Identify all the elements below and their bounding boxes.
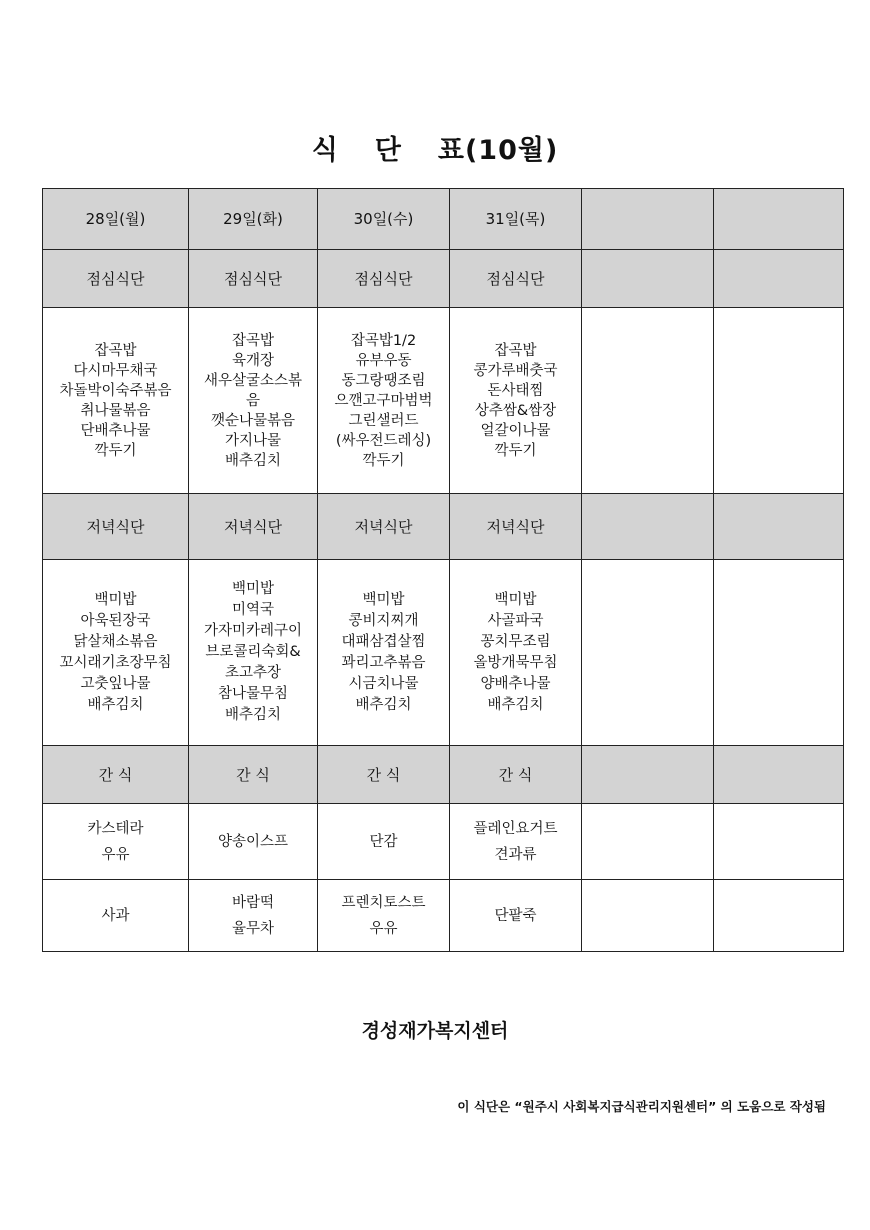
menu-item: 차돌박이숙주볶음 (59, 382, 172, 399)
snack1-cell (189, 804, 318, 880)
menu-item: 꽁치무조림 (480, 633, 551, 650)
menu-item: 가자미카레구이 (203, 623, 303, 639)
menu-item: 양송이스프 (217, 833, 289, 850)
snack-label (714, 746, 844, 804)
menu-item: 닭살채소볶음 (73, 633, 158, 650)
dinner-menu-row (43, 560, 844, 746)
lunch-label: 점심식단 (43, 250, 189, 308)
menu-item: 콩비지찌개 (348, 612, 419, 629)
lunch-menu-cell (189, 308, 318, 494)
menu-item: 그린샐러드 (348, 412, 419, 429)
menu-item: 가지나물 (224, 432, 282, 449)
page-title (0, 128, 870, 167)
title-part-1: 식 (311, 135, 339, 166)
menu-item: 새우살굴소스볶 (203, 372, 303, 389)
snack-label: 간 식 (450, 746, 582, 804)
day-header: 31일(목) (450, 189, 582, 250)
lunch-menu-cell (714, 308, 844, 494)
menu-item: 사골파국 (487, 612, 544, 629)
lunch-label: 점심식단 (318, 250, 450, 308)
snack1-cell (318, 804, 450, 880)
menu-item: 다시마무채국 (73, 362, 158, 379)
snack-label-row (43, 746, 844, 804)
lunch-menu-row (43, 308, 844, 494)
day-header: 28일(월) (43, 189, 189, 250)
menu-item: 단감 (369, 833, 398, 850)
menu-item: 깍두기 (494, 442, 537, 459)
snack2-cell (450, 880, 582, 952)
menu-item: 잡곡밥1/2 (350, 332, 417, 349)
snack2-cell (714, 880, 844, 952)
day-header (714, 189, 844, 250)
dinner-label: 저녁식단 (450, 494, 582, 560)
lunch-label: 점심식단 (189, 250, 318, 308)
menu-item: 으깬고구마범벅 (334, 392, 433, 409)
menu-item: 초고추장 (224, 665, 282, 681)
menu-item: 율무차 (231, 920, 275, 937)
lunch-menu-cell (582, 308, 714, 494)
lunch-label: 점심식단 (450, 250, 582, 308)
day-header: 29일(화) (189, 189, 318, 250)
menu-item: 백미밥 (94, 591, 137, 608)
dinner-label: 저녁식단 (318, 494, 450, 560)
menu-item: 단배추나물 (80, 422, 151, 439)
day-header-row (43, 189, 844, 250)
menu-item: 깻순나물볶음 (210, 412, 296, 429)
dinner-label: 저녁식단 (43, 494, 189, 560)
menu-item: 꽈리고추볶음 (341, 654, 426, 671)
menu-item: 잡곡밥 (231, 332, 275, 349)
snack-label (582, 746, 714, 804)
menu-item: 브로콜리숙회& (205, 644, 301, 660)
menu-item: 대패삼겹살찜 (341, 633, 426, 650)
lunch-label (714, 250, 844, 308)
menu-item: 올방개묵무침 (473, 654, 558, 671)
menu-item: 백미밥 (362, 591, 405, 608)
day-header: 30일(수) (318, 189, 450, 250)
menu-item: 프렌치토스트 (341, 894, 426, 911)
dinner-menu-cell (714, 560, 844, 746)
menu-item: (싸우전드레싱) (335, 432, 432, 449)
snack2-cell (582, 880, 714, 952)
menu-item: 깍두기 (362, 452, 405, 469)
menu-item: 육개장 (231, 352, 275, 369)
title-part-2: 단 (374, 135, 402, 166)
snack2-cell (318, 880, 450, 952)
dinner-label-row (43, 494, 844, 560)
menu-item: 배추김치 (487, 696, 544, 713)
dinner-menu-cell (189, 560, 318, 746)
snack2-cell (43, 880, 189, 952)
snack-label: 간 식 (189, 746, 318, 804)
dinner-label: 저녁식단 (189, 494, 318, 560)
dinner-label (714, 494, 844, 560)
menu-item: 잡곡밥 (494, 342, 537, 359)
center-name: 경성재가복지센터 (361, 1020, 509, 1042)
dinner-menu-cell (450, 560, 582, 746)
menu-item: 양배추나물 (480, 675, 551, 692)
menu-item: 꼬시래기초장무침 (59, 654, 172, 671)
menu-item: 취나물볶음 (80, 402, 151, 419)
menu-item: 카스테라 (87, 820, 144, 837)
lunch-menu-cell (450, 308, 582, 494)
menu-item: 아욱된장국 (80, 612, 151, 629)
menu-item: 백미밥 (494, 591, 537, 608)
menu-item: 우유 (369, 920, 398, 937)
menu-item: 바람떡 (231, 894, 275, 911)
snack1-cell (582, 804, 714, 880)
menu-item: 참나물무침 (217, 686, 289, 702)
title-part-3: 표(10월) (437, 135, 559, 166)
snack2-row (43, 880, 844, 952)
menu-item: 상추쌈&쌈장 (474, 402, 557, 419)
menu-item: 배추김치 (224, 452, 282, 469)
menu-item: 돈사태찜 (487, 382, 544, 399)
lunch-menu-cell (43, 308, 189, 494)
lunch-menu-cell (318, 308, 450, 494)
menu-item: 얼갈이나물 (480, 422, 551, 439)
day-header (582, 189, 714, 250)
snack2-cell (189, 880, 318, 952)
lunch-label-row (43, 250, 844, 308)
menu-item: 미역국 (231, 602, 275, 618)
menu-item: 고춧잎나물 (80, 675, 151, 692)
menu-item: 유부우동 (355, 352, 412, 369)
menu-item: 콩가루배춧국 (473, 362, 558, 379)
footnote: 이 식단은 “원주시 사회복지급식관리지원센터” 의 도움으로 작성됨 (457, 1099, 826, 1114)
menu-item: 깍두기 (94, 442, 137, 459)
menu-item: 시금치나물 (348, 675, 419, 692)
dinner-menu-cell (318, 560, 450, 746)
menu-item: 음 (245, 392, 260, 409)
menu-item: 우유 (101, 846, 130, 863)
menu-item: 견과류 (494, 846, 537, 863)
menu-item: 동그랑땡조림 (341, 372, 426, 389)
lunch-label (582, 250, 714, 308)
menu-item: 단팥죽 (494, 907, 537, 924)
menu-item: 배추김치 (355, 696, 412, 713)
dinner-menu-cell (43, 560, 189, 746)
menu-item: 배추김치 (224, 707, 282, 723)
snack1-row (43, 804, 844, 880)
snack1-cell (450, 804, 582, 880)
snack-label: 간 식 (43, 746, 189, 804)
menu-item: 사과 (101, 907, 130, 924)
menu-item: 플레인요거트 (473, 820, 558, 837)
snack-label: 간 식 (318, 746, 450, 804)
menu-item: 백미밥 (231, 581, 275, 597)
dinner-menu-cell (582, 560, 714, 746)
dinner-label (582, 494, 714, 560)
menu-item: 배추김치 (87, 696, 144, 713)
snack1-cell (43, 804, 189, 880)
menu-item: 잡곡밥 (94, 342, 137, 359)
menu-table (42, 188, 844, 952)
snack1-cell (714, 804, 844, 880)
